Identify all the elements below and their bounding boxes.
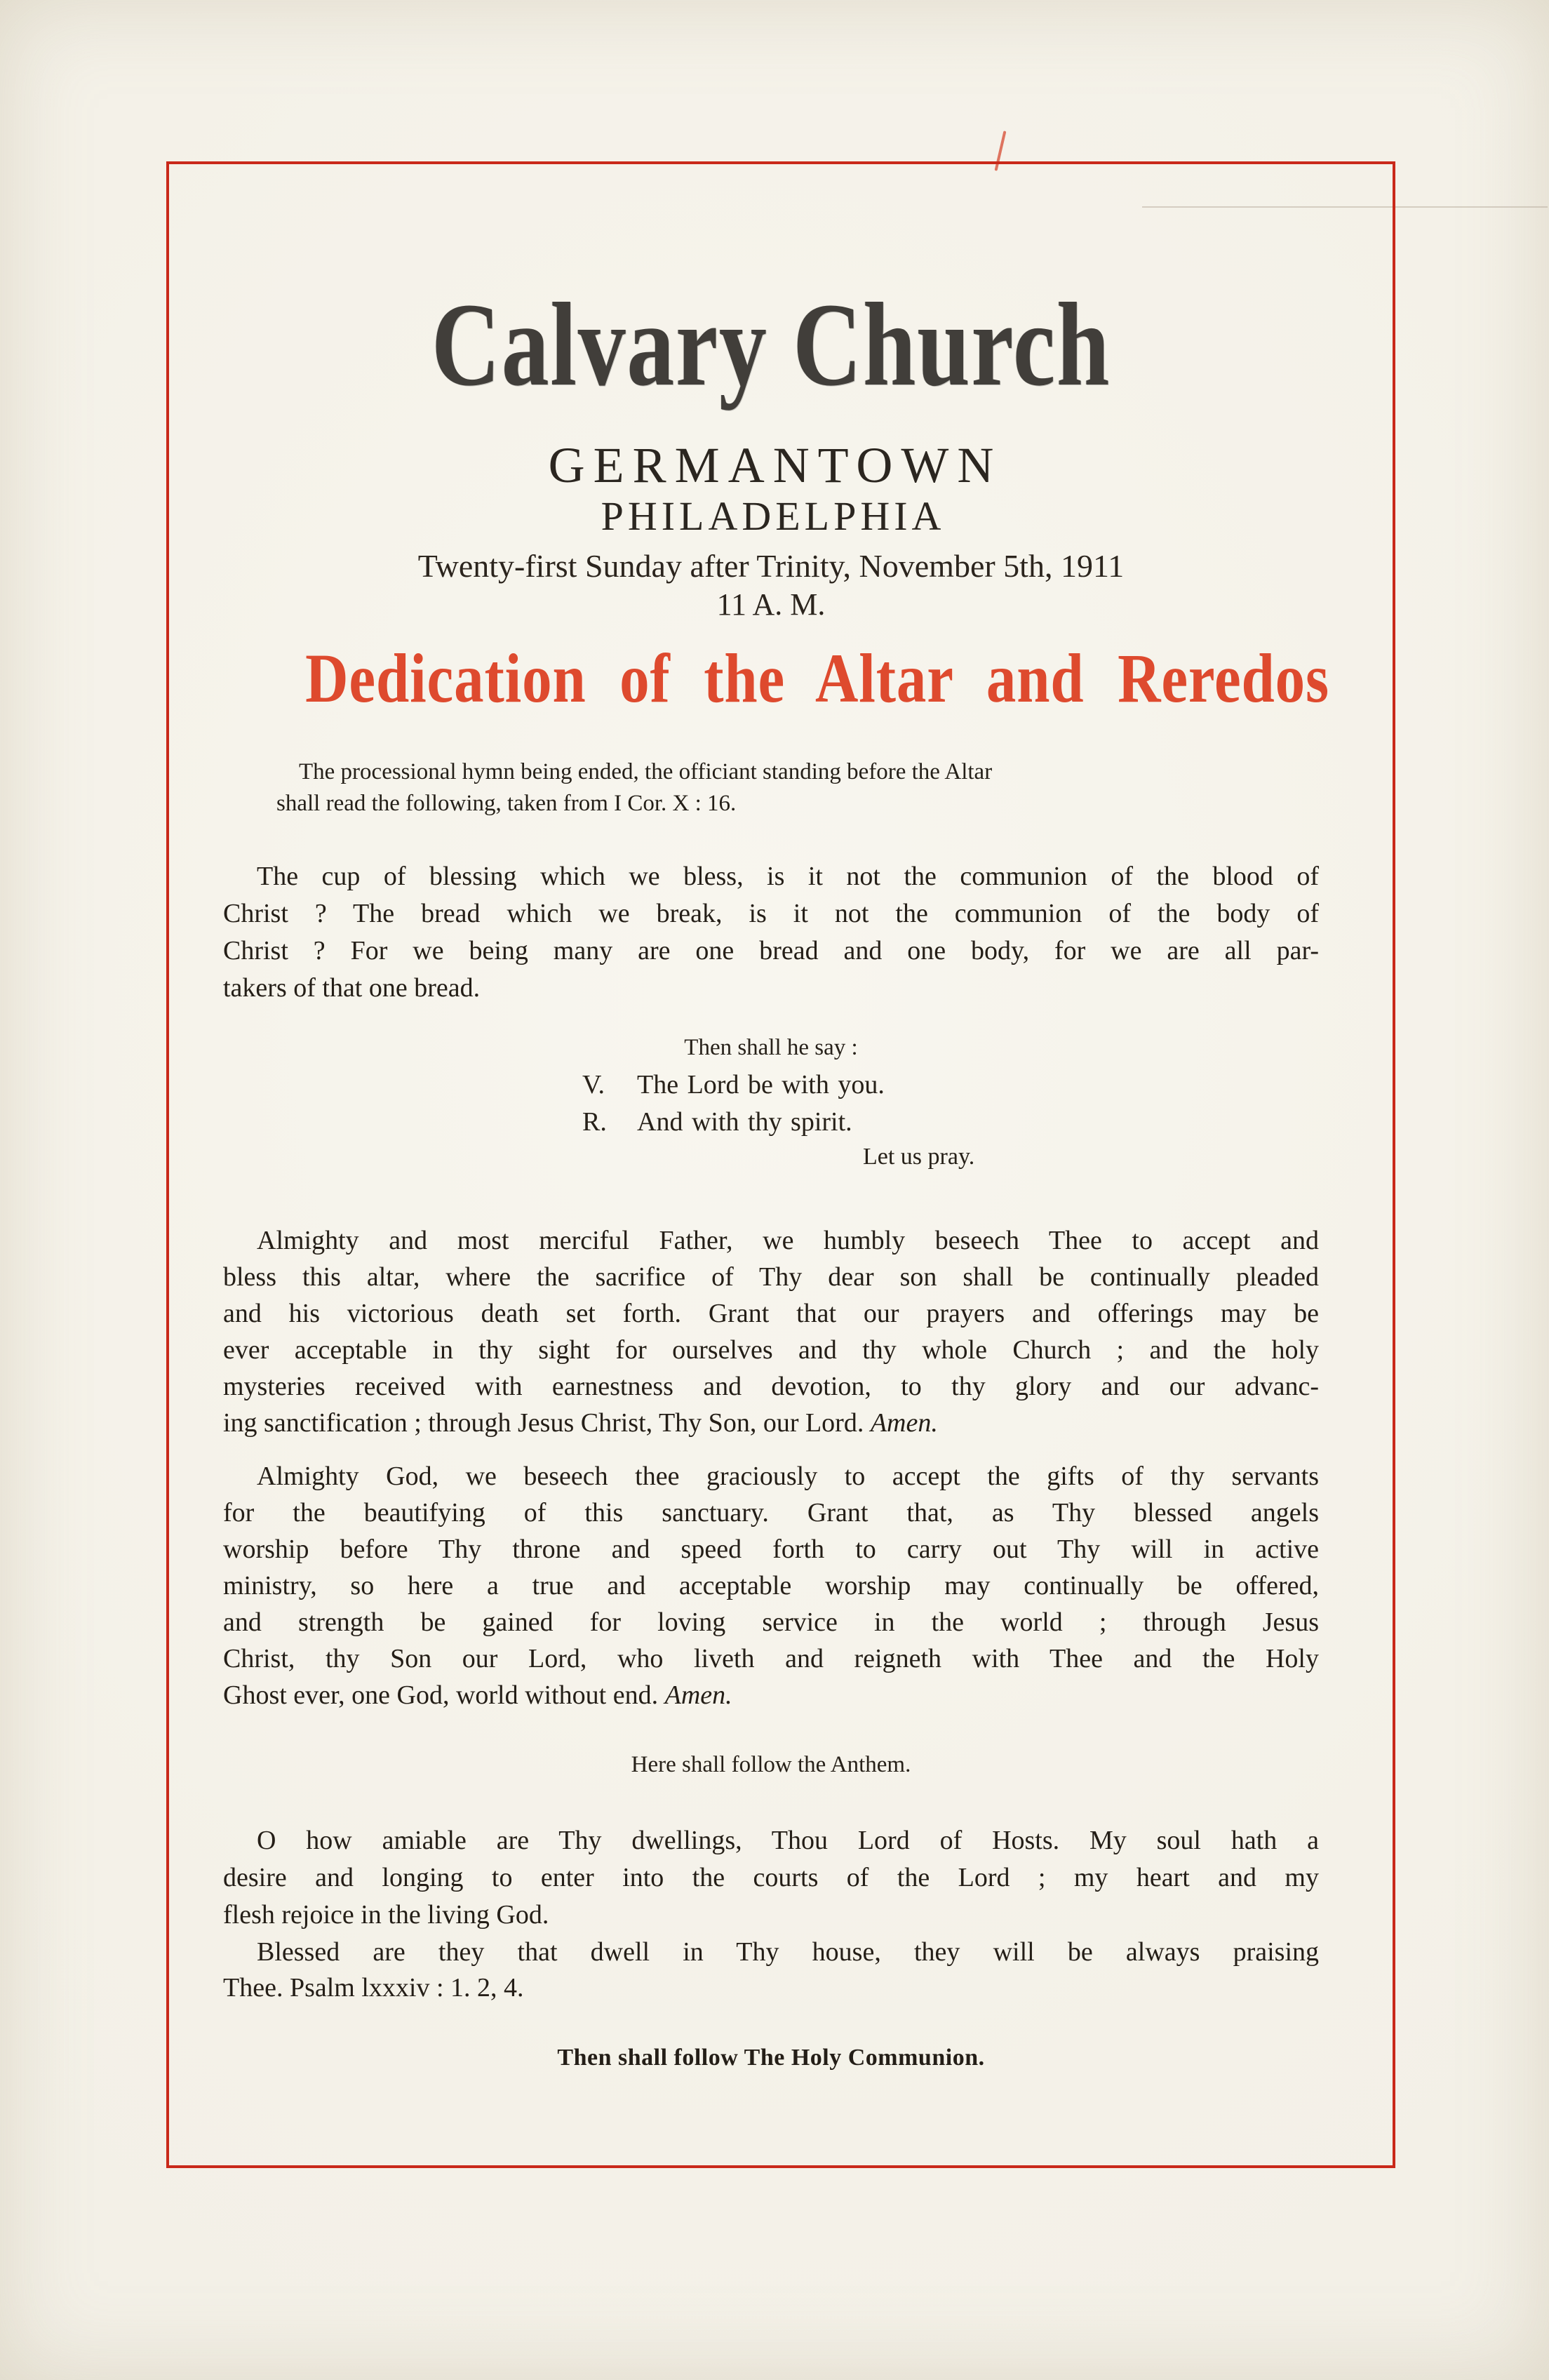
amen-italic: Amen. xyxy=(870,1408,938,1438)
versicle-text: The Lord be with you. xyxy=(637,1070,885,1099)
text-line: Thee. Psalm lxxxiv : 1. 2, 4. xyxy=(223,1973,524,2003)
text-line: Almighty God, we beseech thee graciously to accept the gifts of thy servants xyxy=(257,1462,1319,1491)
response-text: And with thy spirit. xyxy=(637,1107,852,1137)
text-line: worship before Thy throne and speed forth to carry out Thy will in active xyxy=(223,1535,1319,1564)
then-shall-he-say-rubric: Then shall he say : xyxy=(684,1035,858,1060)
rubric-line: The processional hymn being ended, the officiant standing before the Altar xyxy=(299,759,993,784)
text-line: and his victorious death set forth. Grant that our prayers and offerings may be xyxy=(223,1299,1319,1328)
versicle-label: V. xyxy=(582,1070,605,1099)
versicle-response-block xyxy=(223,1067,1319,1141)
text-line: takers of that one bread. xyxy=(223,973,481,1003)
location-germantown: GERMANTOWN xyxy=(548,437,1003,493)
text-line: Christ, thy Son our Lord, who liveth and reigneth with Thee and the Holy xyxy=(223,1644,1319,1673)
text-line: mysteries received with earnestness and devotion, to thy glory and our advanc- xyxy=(223,1372,1319,1401)
location-philadelphia: PHILADELPHIA xyxy=(601,493,946,539)
let-us-pray-rubric: Let us pray. xyxy=(863,1144,975,1170)
amen-italic: Amen. xyxy=(664,1680,732,1710)
program-content xyxy=(223,0,1329,2380)
service-date: Twenty-first Sunday after Trinity, November 5th, 1911 xyxy=(417,548,1125,584)
text-line: ministry, so here a true and acceptable worship may continually be offered, xyxy=(223,1571,1319,1600)
anthem-text-paragraph-2 xyxy=(223,1934,1319,2006)
anthem-rubric: Here shall follow the Anthem. xyxy=(631,1752,911,1777)
response-row xyxy=(582,1104,1319,1141)
text-line: Blessed are they that dwell in Thy house, they will be always praising xyxy=(257,1937,1319,1967)
text-line: and strength be gained for loving service in the world ; through Jesus xyxy=(223,1607,1319,1637)
processional-rubric xyxy=(223,756,1319,820)
altar-prayer-paragraph xyxy=(223,1222,1319,1441)
text-line: Christ ? For we being many are one bread and one body, for we are all par- xyxy=(223,936,1319,965)
text-line: Christ ? The bread which we break, is it not the communion of the body of xyxy=(223,899,1319,928)
text-line: ing sanctification ; through Jesus Christ, Thy Son, our Lord. Amen. xyxy=(223,1408,938,1438)
scripture-reading-paragraph xyxy=(223,858,1319,1007)
text-line: Ghost ever, one God, world without end. Amen. xyxy=(223,1680,732,1710)
response-label: R. xyxy=(582,1107,607,1137)
text-line: The cup of blessing which we bless, is it not the communion of the blood of xyxy=(257,862,1319,891)
church-name: Calvary Church xyxy=(431,279,1111,410)
text-line: desire and longing to enter into the courts of the Lord ; my heart and my xyxy=(223,1863,1319,1892)
text-line: O how amiable are Thy dwellings, Thou Lord of Hosts. My soul hath a xyxy=(257,1826,1319,1855)
service-title: Dedication of the Altar and Reredos xyxy=(305,639,1329,717)
anthem-text-paragraph-1 xyxy=(223,1822,1319,1934)
service-time: 11 A. M. xyxy=(716,587,826,622)
text-line: flesh rejoice in the living God. xyxy=(223,1900,549,1930)
text-line: ever acceptable in thy sight for ourselves and thy whole Church ; and the holy xyxy=(223,1335,1319,1365)
text-line: Almighty and most merciful Father, we humbly beseech Thee to accept and xyxy=(257,1226,1319,1255)
text-line: bless this altar, where the sacrifice of Thy dear son shall be continually pleaded xyxy=(223,1262,1319,1292)
text-line: for the beautifying of this sanctuary. Grant that, as Thy blessed angels xyxy=(223,1498,1319,1527)
communion-rubric: Then shall follow The Holy Communion. xyxy=(557,2045,985,2071)
versicle-row xyxy=(582,1067,1319,1104)
rubric-line: shall read the following, taken from I Cor. X : 16. xyxy=(276,791,737,816)
gifts-prayer-paragraph xyxy=(223,1458,1319,1713)
